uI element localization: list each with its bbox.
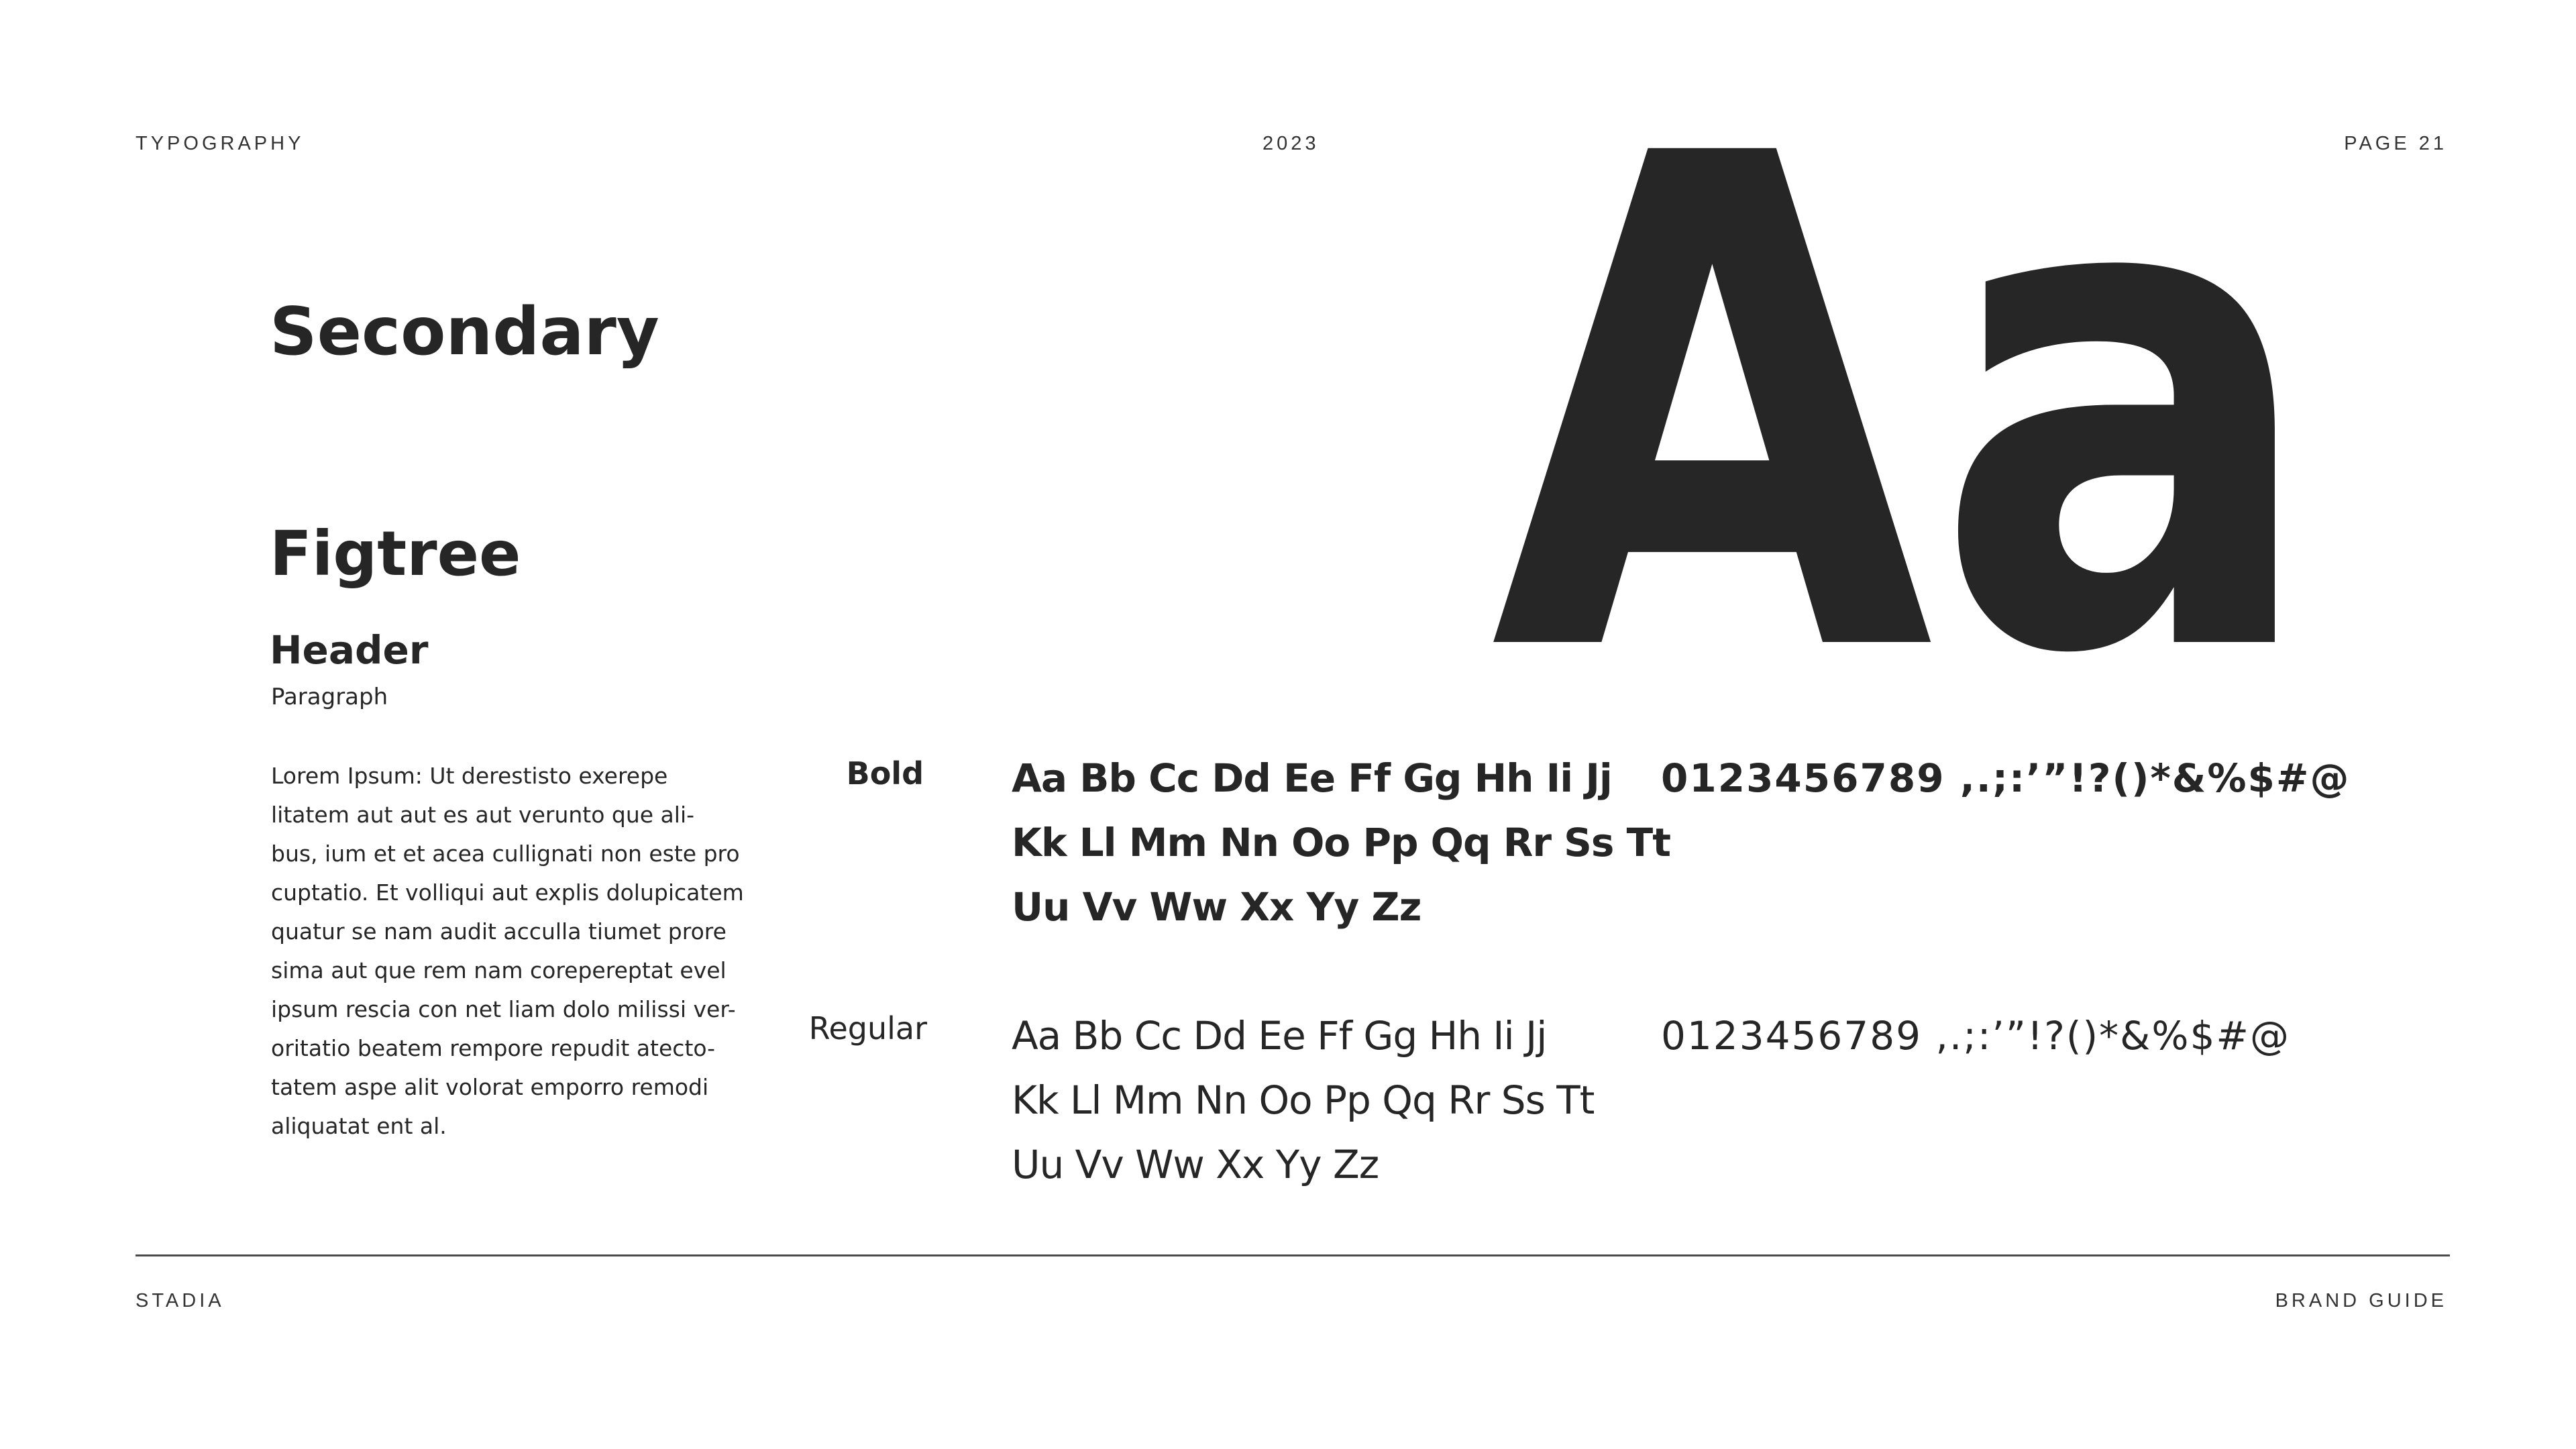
- weight-label-regular: Regular: [808, 1010, 927, 1046]
- header-year: 2023: [1263, 133, 1320, 154]
- numerals-bold: 0123456789 ,.;:’”!?()*&%$#@: [1661, 755, 2351, 801]
- body-text-block: [271, 757, 754, 1146]
- paragraph-sample-text: Paragraph: [271, 684, 388, 710]
- body-line: aliquatat ent al.: [271, 1113, 447, 1139]
- alphabet-line: Kk Ll Mm Nn Oo Pp Qq Rr Ss Tt: [1012, 820, 1670, 865]
- weight-label-bold: Bold: [846, 755, 924, 792]
- body-line: ipsum rescia con net liam dolo milissi ver-: [271, 996, 736, 1022]
- alphabet-line: Uu Vv Ww Xx Yy Zz: [1012, 884, 1421, 930]
- font-name: Figtree: [270, 518, 521, 590]
- alphabet-line: Aa Bb Cc Dd Ee Ff Gg Hh Ii Jj: [1012, 755, 1612, 801]
- section-title: Secondary: [270, 294, 659, 370]
- body-line: sima aut que rem nam corepereptat evel: [271, 957, 727, 983]
- body-line: tatem aspe alit volorat emporro remodi: [271, 1074, 709, 1100]
- body-line: litatem aut aut es aut verunto que ali-: [271, 802, 695, 828]
- alphabet-line: Aa Bb Cc Dd Ee Ff Gg Hh Ii Jj: [1012, 1013, 1547, 1059]
- footer-document-title: BRAND GUIDE: [2275, 1290, 2447, 1311]
- alphabet-line: Kk Ll Mm Nn Oo Pp Qq Rr Ss Tt: [1012, 1077, 1595, 1123]
- body-line: oritatio beatem rempore repudit atecto-: [271, 1035, 716, 1061]
- alphabet-line: Uu Vv Ww Xx Yy Zz: [1012, 1142, 1379, 1187]
- header-section-label: TYPOGRAPHY: [136, 133, 305, 154]
- specimen-aa-glyphs: Aa: [1491, 134, 2320, 657]
- body-line: bus, ium et et acea cullignati non este pro: [271, 841, 740, 867]
- body-line: cuptatio. Et volliqui aut explis dolupicatem: [271, 879, 744, 906]
- footer-divider: [136, 1254, 2450, 1256]
- numerals-regular: 0123456789 ,.;:’”!?()*&%$#@: [1661, 1013, 2291, 1059]
- body-line: quatur se nam audit acculla tiumet prore: [271, 918, 727, 945]
- alphabet-bold: [1012, 746, 1670, 939]
- type-specimen-glyphs: [1469, 134, 2341, 657]
- header-sample-text: Header: [270, 627, 429, 673]
- alphabet-regular: [1012, 1004, 1594, 1197]
- header-page-number: PAGE 21: [2344, 133, 2447, 154]
- footer-brand-name: STADIA: [136, 1290, 225, 1311]
- body-line: Lorem Ipsum: Ut derestisto exerepe: [271, 763, 668, 789]
